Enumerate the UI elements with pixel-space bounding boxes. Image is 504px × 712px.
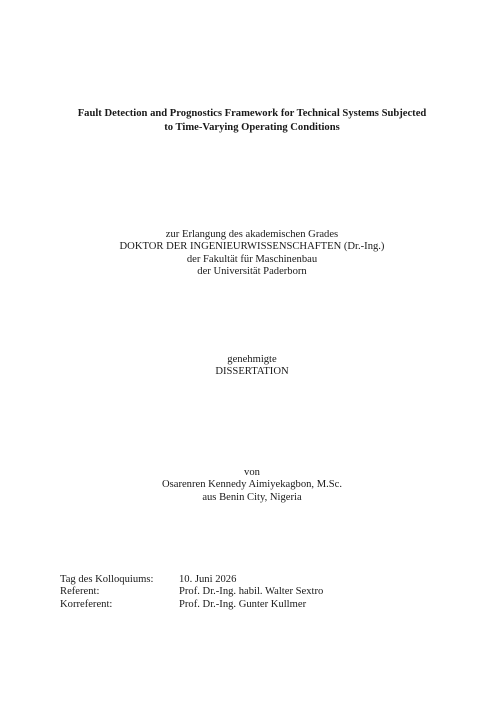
approval-block — [40, 354, 464, 379]
colloquium-label: Tag des Kolloquiums: — [60, 574, 154, 585]
author-origin: aus Benin City, Nigeria — [202, 491, 302, 503]
author-by: von — [244, 467, 260, 478]
university: der Universität Paderborn — [197, 265, 307, 277]
faculty: der Fakultät für Maschinenbau — [186, 253, 318, 265]
author-name: Osarenren Kennedy Aimiyekagbon, M.Sc. — [161, 479, 343, 491]
info-row — [60, 599, 323, 611]
degree-purpose: zur Erlangung des akademischen Grades — [165, 229, 339, 240]
info-row — [60, 586, 323, 598]
degree-name: DOKTOR DER INGENIEURWISSENSCHAFTEN (Dr.-Ing.) — [119, 241, 385, 253]
thesis-title — [40, 107, 464, 134]
referee-label: Referent: — [60, 586, 100, 598]
document-type: DISSERTATION — [215, 366, 289, 378]
author-block — [40, 467, 464, 504]
colloquium-date: 10. Juni 2026 — [179, 574, 237, 585]
co-referee-name: Prof. Dr.-Ing. Gunter Kullmer — [179, 598, 307, 610]
info-row — [60, 574, 323, 586]
approval-word: genehmigte — [227, 354, 277, 365]
referee-name: Prof. Dr.-Ing. habil. Walter Sextro — [179, 586, 324, 598]
thesis-title-line-2: to Time-Varying Operating Conditions — [164, 121, 340, 133]
examination-info — [60, 574, 323, 611]
co-referee-label: Korreferent: — [60, 598, 113, 610]
thesis-title-line-1: Fault Detection and Prognostics Framework for Technical Systems Subjected — [77, 108, 427, 119]
degree-block — [40, 229, 464, 278]
